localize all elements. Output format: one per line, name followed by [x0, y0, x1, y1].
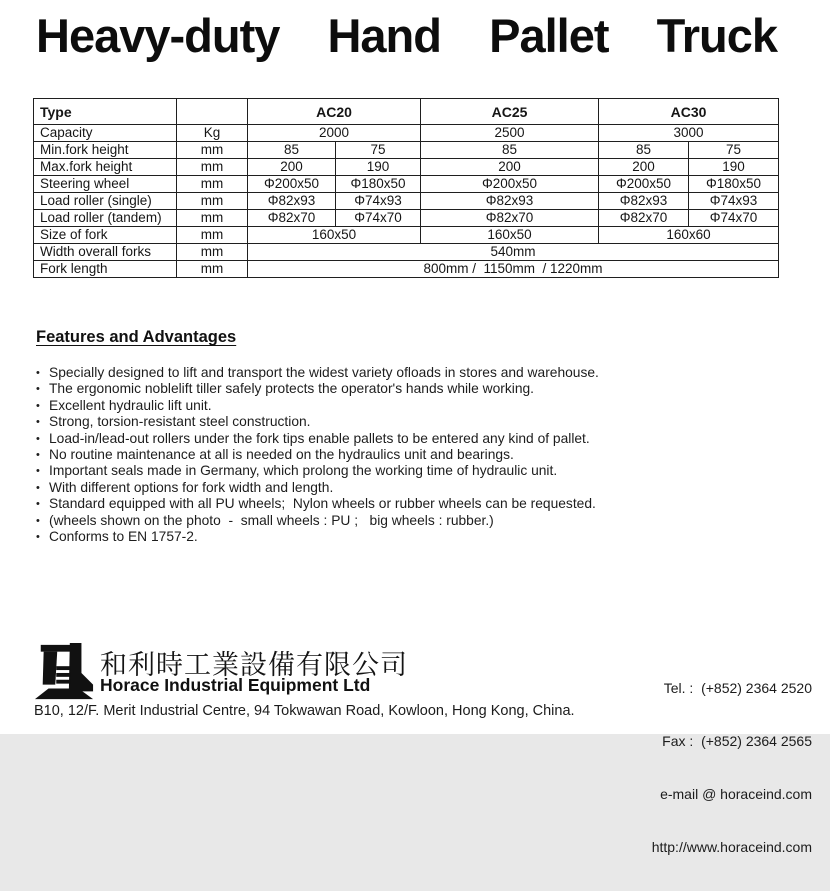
feature-item [36, 463, 599, 479]
spec-cell: Φ74x70 [689, 210, 779, 227]
spec-cell: mm [177, 142, 248, 159]
spec-cell [177, 99, 248, 125]
spec-table-row [34, 227, 779, 244]
bullet-icon: • [36, 416, 40, 429]
spec-cell: 190 [336, 159, 421, 176]
fax-line: Fax : (+852) 2364 2565 [662, 732, 812, 749]
spec-cell: 2000 [248, 125, 421, 142]
page-title: Heavy-duty Hand Pallet Truck [36, 9, 777, 62]
bullet-icon: • [36, 531, 40, 544]
spec-row-label: Type [34, 99, 177, 125]
spec-row-label: Min.fork height [34, 142, 177, 159]
spec-cell: Φ180x50 [689, 176, 779, 193]
spec-row-label: Load roller (tandem) [34, 210, 177, 227]
spec-table [33, 98, 779, 278]
spec-row-label: Width overall forks [34, 244, 177, 261]
spec-cell: Φ82x93 [421, 193, 599, 210]
spec-row-label: Load roller (single) [34, 193, 177, 210]
feature-item [36, 381, 599, 397]
features-heading: Features and Advantages [36, 328, 237, 346]
feature-item [36, 398, 599, 414]
spec-cell: 160x50 [248, 227, 421, 244]
spec-cell: mm [177, 176, 248, 193]
spec-cell: mm [177, 210, 248, 227]
spec-table-row [34, 244, 779, 261]
spec-cell: 800mm / 1150mm / 1220mm [248, 261, 779, 278]
bullet-icon: • [36, 399, 40, 412]
spec-cell: Φ82x93 [248, 193, 336, 210]
company-name-chinese: 和利時工業設備有限公司 [100, 650, 408, 680]
company-address: B10, 12/F. Merit Industrial Centre, 94 Tokwawan Road, Kowloon, Hong Kong, China. [34, 703, 575, 719]
feature-text: Strong, torsion-resistant steel construction. [49, 414, 311, 430]
spec-cell: mm [177, 159, 248, 176]
spec-cell: Φ200x50 [248, 176, 336, 193]
spec-cell: AC30 [599, 99, 779, 125]
contact-block [652, 645, 812, 891]
spec-cell: mm [177, 227, 248, 244]
spec-cell: Φ74x93 [689, 193, 779, 210]
spec-cell: AC25 [421, 99, 599, 125]
spec-cell: Φ180x50 [336, 176, 421, 193]
feature-item [36, 480, 599, 496]
spec-cell: Φ82x70 [599, 210, 689, 227]
spec-cell: 200 [599, 159, 689, 176]
email-line: e-mail @ horaceind.com [660, 785, 812, 802]
spec-cell: Φ82x70 [248, 210, 336, 227]
spec-row-label: Size of fork [34, 227, 177, 244]
spec-cell: 200 [248, 159, 336, 176]
features-list [36, 365, 599, 545]
spec-table-row [34, 125, 779, 142]
spec-cell: 85 [421, 142, 599, 159]
spec-cell: 85 [248, 142, 336, 159]
spec-cell: Φ200x50 [421, 176, 599, 193]
spec-cell: Φ74x70 [336, 210, 421, 227]
bullet-icon: • [36, 481, 40, 494]
spec-cell: 3000 [599, 125, 779, 142]
spec-row-label: Steering wheel [34, 176, 177, 193]
spec-table-row [34, 142, 779, 159]
bullet-icon: • [36, 498, 40, 511]
feature-text: No routine maintenance at all is needed on the hydraulics unit and bearings. [49, 447, 514, 463]
feature-item [36, 414, 599, 430]
feature-text: Specially designed to lift and transport the widest variety ofloads in stores and warehouse. [49, 365, 599, 380]
feature-text: Load-in/lead-out rollers under the fork tips enable pallets to be entered any kind of pallet. [49, 430, 590, 446]
spec-cell: Kg [177, 125, 248, 142]
spec-cell: 75 [689, 142, 779, 159]
spec-table-row [34, 210, 779, 227]
feature-text: The ergonomic noblelift tiller safely protects the operator's hands while working. [49, 381, 534, 397]
spec-cell: 75 [336, 142, 421, 159]
spec-table-row [34, 159, 779, 176]
company-logo-icon [33, 642, 95, 702]
feature-item [36, 365, 599, 381]
spec-cell: 160x50 [421, 227, 599, 244]
spec-row-label: Max.fork height [34, 159, 177, 176]
feature-item [36, 513, 599, 529]
spec-cell: AC20 [248, 99, 421, 125]
bullet-icon: • [36, 449, 40, 462]
spec-cell: 85 [599, 142, 689, 159]
spec-cell: 200 [421, 159, 599, 176]
spec-cell: mm [177, 193, 248, 210]
feature-text: Standard equipped with all PU wheels; Nylon wheels or rubber wheels can be requested. [49, 496, 596, 512]
feature-item [36, 447, 599, 463]
spec-cell: 2500 [421, 125, 599, 142]
spec-row-label: Fork length [34, 261, 177, 278]
feature-item [36, 431, 599, 447]
bullet-icon: • [36, 432, 40, 445]
spec-cell: mm [177, 261, 248, 278]
feature-text: With different options for fork width and length. [49, 479, 334, 495]
company-name-english: Horace Industrial Equipment Ltd [100, 675, 371, 695]
spec-cell: Φ82x93 [599, 193, 689, 210]
spec-cell: Φ200x50 [599, 176, 689, 193]
spec-cell: 190 [689, 159, 779, 176]
tel-line: Tel. : (+852) 2364 2520 [663, 680, 812, 697]
bullet-icon: • [36, 367, 40, 379]
feature-text: (wheels shown on the photo - small wheels : PU ; big wheels : rubber.) [49, 512, 494, 528]
feature-text: Excellent hydraulic lift unit. [49, 397, 212, 413]
spec-table-row [34, 261, 779, 278]
feature-item [36, 529, 599, 545]
bullet-icon: • [36, 383, 40, 396]
spec-cell: 160x60 [599, 227, 779, 244]
spec-table-row [34, 176, 779, 193]
spec-cell: Φ82x70 [421, 210, 599, 227]
spec-cell: Φ74x93 [336, 193, 421, 210]
feature-text: Important seals made in Germany, which prolong the working time of hydraulic unit. [49, 463, 558, 479]
website-line[interactable]: http://www.horaceind.com [651, 838, 812, 855]
feature-item [36, 496, 599, 512]
spec-table-header-row [34, 99, 779, 125]
spec-cell: mm [177, 244, 248, 261]
bullet-icon: • [36, 465, 40, 478]
bullet-icon: • [36, 514, 40, 527]
spec-table-row [34, 193, 779, 210]
spec-cell: 540mm [248, 244, 779, 261]
spec-row-label: Capacity [34, 125, 177, 142]
feature-text: Conforms to EN 1757-2. [49, 529, 198, 545]
